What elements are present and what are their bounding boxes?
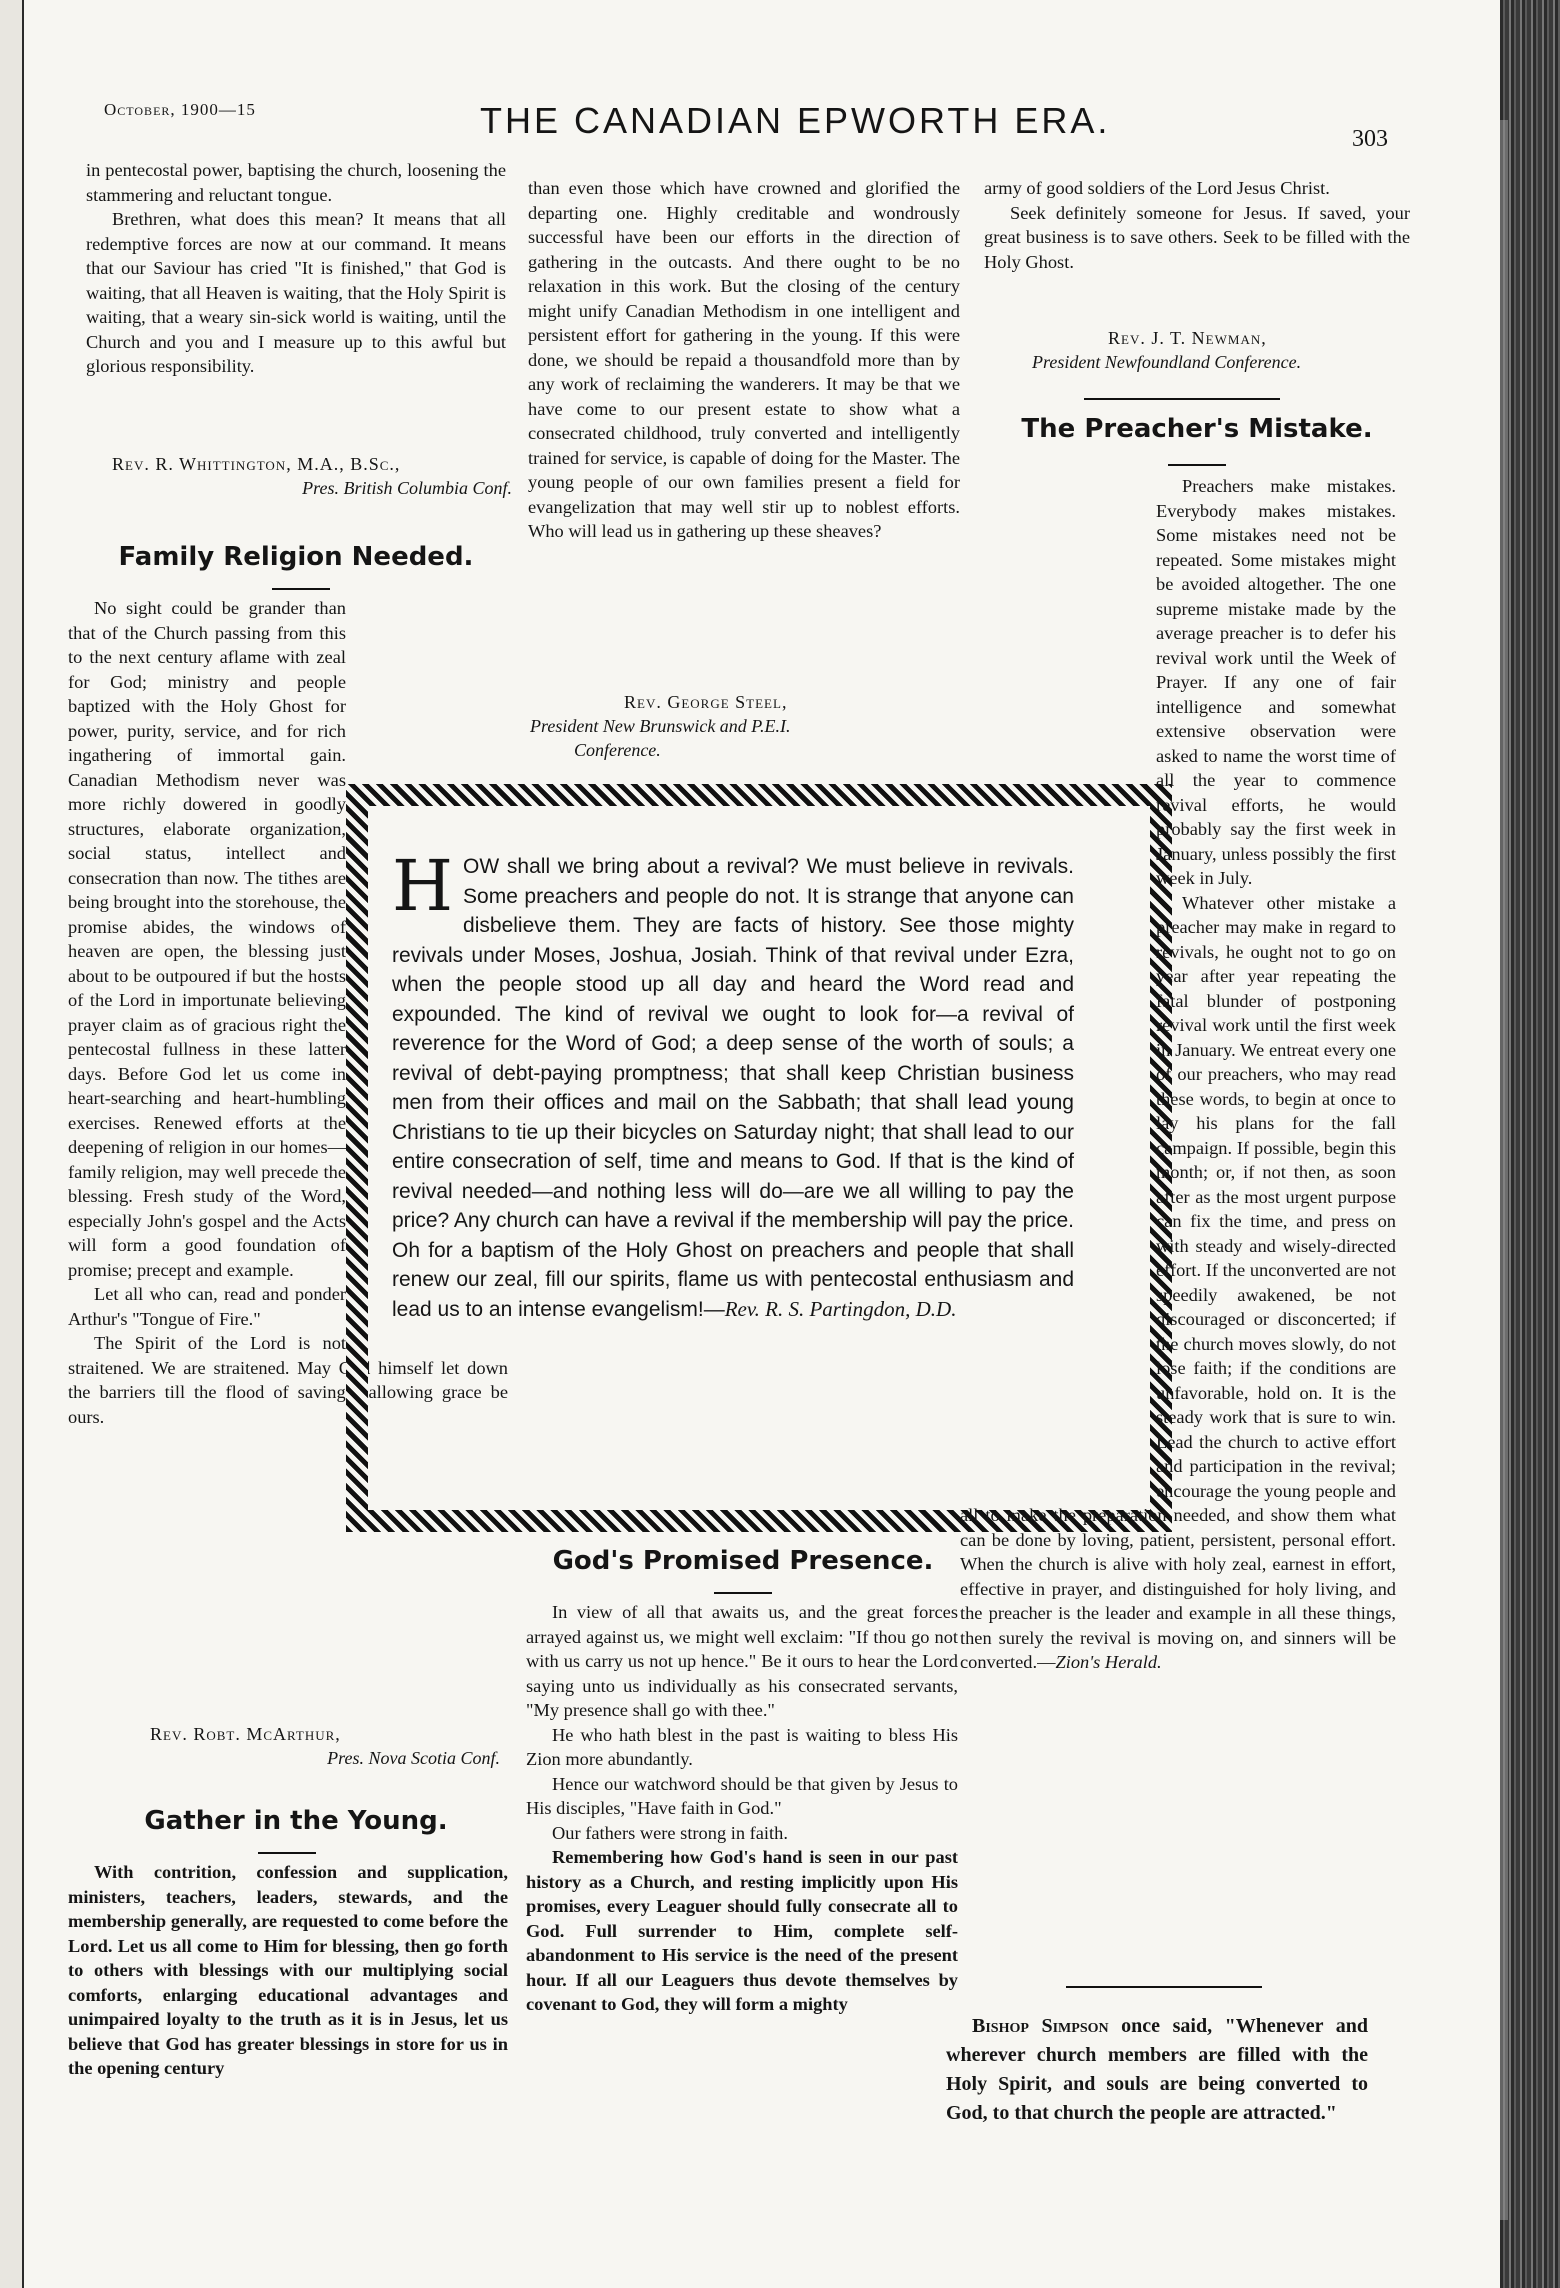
heading-rule <box>258 1852 316 1854</box>
page-gutter <box>0 0 24 2288</box>
promised-presence-text <box>526 1600 958 2017</box>
heading-rule <box>714 1592 772 1594</box>
book-edge <box>1500 0 1560 2288</box>
paragraph: With contrition, confession and supplication, ministers, teachers, leaders, stewards, and the membership generally, are requested to come before the Lord. Let us all come to Him for blessing, then go forth to others with blessings with our multiplying social comforts, enlarging educational advantages and unimpaired loyalty to the truth as it is in Jesus, let us believe that God has greater blessings in store for us in the opening century <box>68 1862 508 2078</box>
gather-young-text <box>68 1860 508 2081</box>
signature-whittington <box>112 452 512 500</box>
signature-steel <box>528 690 958 762</box>
paragraph-body: Whatever other mistake a preacher may make in regard to revivals, he ought not to go on year after year repeating the fatal blunder of postponing revival work until the first week in January. We entreat every one of our preachers, who may read these words, to begin at once to lay his plans for the fall campaign. If possible, begin this month; or, if not then, as soon after as the most urgent purpose can fix the time, and press on with steady and wisely-directed effort. If the unconverted are not speedily awakened, be not discouraged or disconcerted; if the church moves slowly, do not lose faith; if the conditions are unfavorable, hold on. It is the steady work that is sure to win. Lead the church to active effort and participation in the revival; encourage the young people and all to make the preparation needed, and show them what can be done by loving, patient, persistent, personal effort. When the church is alive with holy zeal, earnest in effort, effective in prayer, and distinguished for holy living, and the preacher is the leader and example in all these things, then surely the revival is moving on, and sinners will be converted.— <box>960 892 1396 1672</box>
heading-promised-presence: God's Promised Presence. <box>552 1546 934 1576</box>
paragraph: He who hath blest in the past is waiting to bless His Zion more abundantly. <box>526 1724 958 1769</box>
signature-title: Pres. British Columbia Conf. <box>302 478 512 498</box>
revival-citation: Rev. R. S. Partingdon, D.D. <box>724 1296 957 1321</box>
paragraph: The Spirit of the Lord is not straitened. We are straitened. May God himself let down the barriers till the flood of saving, hallowing grace be ours. <box>68 1333 508 1427</box>
quote-author: Bishop Simpson <box>972 2015 1109 2037</box>
issue-date: October, 1900—15 <box>104 100 256 119</box>
signature-title: Pres. Nova Scotia Conf. <box>327 1748 500 1768</box>
box-wrap-space <box>960 474 1156 1484</box>
paragraph: Remembering how God's hand is seen in our past history as a Church, and resting implicitly upon His promises, every Leaguer should fully consecrate all to God. Full surrender to Him, complete self-abandonment to His service is the need of the present hour. If all our Leaguers thus devote themselves by covenant to God, they will form a mighty <box>526 1847 958 2014</box>
paragraph: than even those which have crowned and glorified the departing one. Highly creditable and wondrously successful have been our efforts in the direction of gathering in the outcasts. And there ought to be no relaxation in this work. But the closing of the century might unify Canadian Methodism in one intelligent and persistent effort for gathering in the young. If this were done, we should be repaid a thousandfold more than by any work of reclaiming the wanderers. It may be that we have come to our present estate to show what a consecrated childhood, truly converted and intelligently trained for service, is capable of doing for the Master. The young people of our own families present a field for evangelization that may well stir up to noblest efforts. Who will lead us in gathering up these sheaves? <box>528 178 960 541</box>
paragraph: Hence our watchword should be that given by Jesus to His disciples, "Have faith in God." <box>526 1773 958 1818</box>
paragraph: Seek definitely someone for Jesus. If saved, your great business is to save others. Seek to be filled with the Holy Ghost. <box>984 202 1410 272</box>
signature-title: President New Brunswick and P.E.I. <box>530 716 791 736</box>
heading-rule <box>272 588 330 590</box>
signature-title: President Newfoundland Conference. <box>1032 352 1302 372</box>
signature-newman <box>984 326 1410 374</box>
col2-top-text <box>528 176 960 544</box>
paragraph: In view of all that awaits us, and the great forces arrayed against us, we might well exclaim: "If thou go not with us carry us not up hence." Be it ours to hear the Lord saying unto us individually as his consecrated servants, "My presence shall go with thee." <box>526 1602 958 1720</box>
section-divider <box>1084 398 1280 400</box>
paragraph: Preachers make mistakes. Everybody makes mistakes. Some mistakes need not be repeated. Some mistakes might be avoided altogether. The one supreme mistake made by the average preacher is to defer his revival work until the Week of Prayer. If any one of fair intelligence and somewhat extensive observation were asked to name the worst time of all the year to commence revival efforts, he would probably say the first week in January, unless possibly the first week in July. <box>1156 476 1396 888</box>
preacher-citation: Zion's Herald. <box>1055 1652 1162 1672</box>
col3-top-text <box>984 176 1410 274</box>
signature-name: Rev. Robt. McArthur, <box>150 1724 341 1744</box>
section-divider <box>1066 1986 1262 1988</box>
heading-family-religion: Family Religion Needed. <box>118 542 474 572</box>
signature-name: Rev. R. Whittington, M.A., B.Sc., <box>112 454 401 474</box>
paragraph: Our fathers were strong in faith. <box>552 1822 788 1843</box>
quote-body: once said, "Whenever and wherever church members are filled with the Holy Spirit, and souls are being converted to God, to that church the people are attracted." <box>946 2015 1368 2124</box>
simpson-quote <box>946 2012 1368 2128</box>
revival-body: OW shall we bring about a revival? We must believe in revivals. Some preachers and people do not. It is strange that anyone can disbelieve them. They are facts of history. See those mighty revivals under Moses, Joshua, Josiah. Think of that revival under Ezra, when the people stood up all day and heard the Word read and expounded. The kind of revival we ought to look for—a revival of reverence for the Word of God; a deep sense of the worth of souls; a revival of debt-paying promptness; that shall keep Christian business men from their offices and mail on the Sabbath; that shall lead young Christians to tie up their bicycles on Saturday night; that shall lead to our entire consecration of self, time and means to God. If that is the kind of revival needed—and nothing less will do—are we all willing to pay the price? Any church can have a revival if the membership will pay the price. Oh for a baptism of the Holy Ghost on preachers and people that shall renew our zeal, fill our spirits, flame us with pentecostal enthusiasm and lead us to an intense evangelism!— <box>392 855 1074 1321</box>
paragraph: army of good soldiers of the Lord Jesus Christ. <box>984 178 1330 198</box>
paragraph: in pentecostal power, baptising the church, loosening the stammering and reluctant tongue. <box>86 160 506 205</box>
heading-rule <box>1168 464 1226 466</box>
dropcap-letter: H <box>392 845 454 927</box>
preachers-mistake-text <box>960 474 1396 1675</box>
paragraph: Brethren, what does this mean? It means that all redemptive forces are now at our command. It means that our Saviour has cried "It is finished," that God is waiting, that all Heaven is waiting, that the Holy Spirit is waiting, that a weary sin-sick world is waiting, until the Church and you and I measure up to this awful but glorious responsibility. <box>86 209 506 376</box>
heading-preachers-mistake: The Preacher's Mistake. <box>1021 414 1373 444</box>
col1-top-text <box>86 158 506 379</box>
paragraph: No sight could be grander than that of the Church passing from this to the next century aflame with zeal for God; ministry and people baptized with the Holy Ghost for power, purity, service, and for rich ingathering of immortal gain. Canadian Methodism never was more richly dowered in goodly structures, elaborate organization, social status, intellect and consecration than now. The tithes are being brought into the storehouse, the promise abides, the windows of heaven are open, the blessing just about to be outpoured if but the hosts of the Lord in importunate believing prayer claim as of gracious right the pentecostal fullness in these latter days. Before God let us come in heart-searching and heart-humbling exercises. Renewed efforts at the deepening of religion in our homes—family religion, may well precede the blessing. Fresh study of the Word, especially John's gospel and the Acts will form a good foundation of promise; precept and example. <box>68 598 346 1280</box>
signature-name: Rev. J. T. Newman, <box>1108 328 1267 348</box>
paragraph: Let all who can, read and ponder Arthur's "Tongue of Fire." <box>68 1284 346 1329</box>
signature-name: Rev. George Steel, <box>624 692 788 712</box>
book-edge-highlight <box>1500 120 1508 2220</box>
signature-title: Conference. <box>574 740 661 760</box>
page-number: 303 <box>1352 126 1388 152</box>
signature-mcarthur <box>150 1722 500 1770</box>
publication-title: THE CANADIAN EPWORTH ERA. <box>480 100 1111 141</box>
heading-gather-young: Gather in the Young. <box>144 1806 448 1836</box>
